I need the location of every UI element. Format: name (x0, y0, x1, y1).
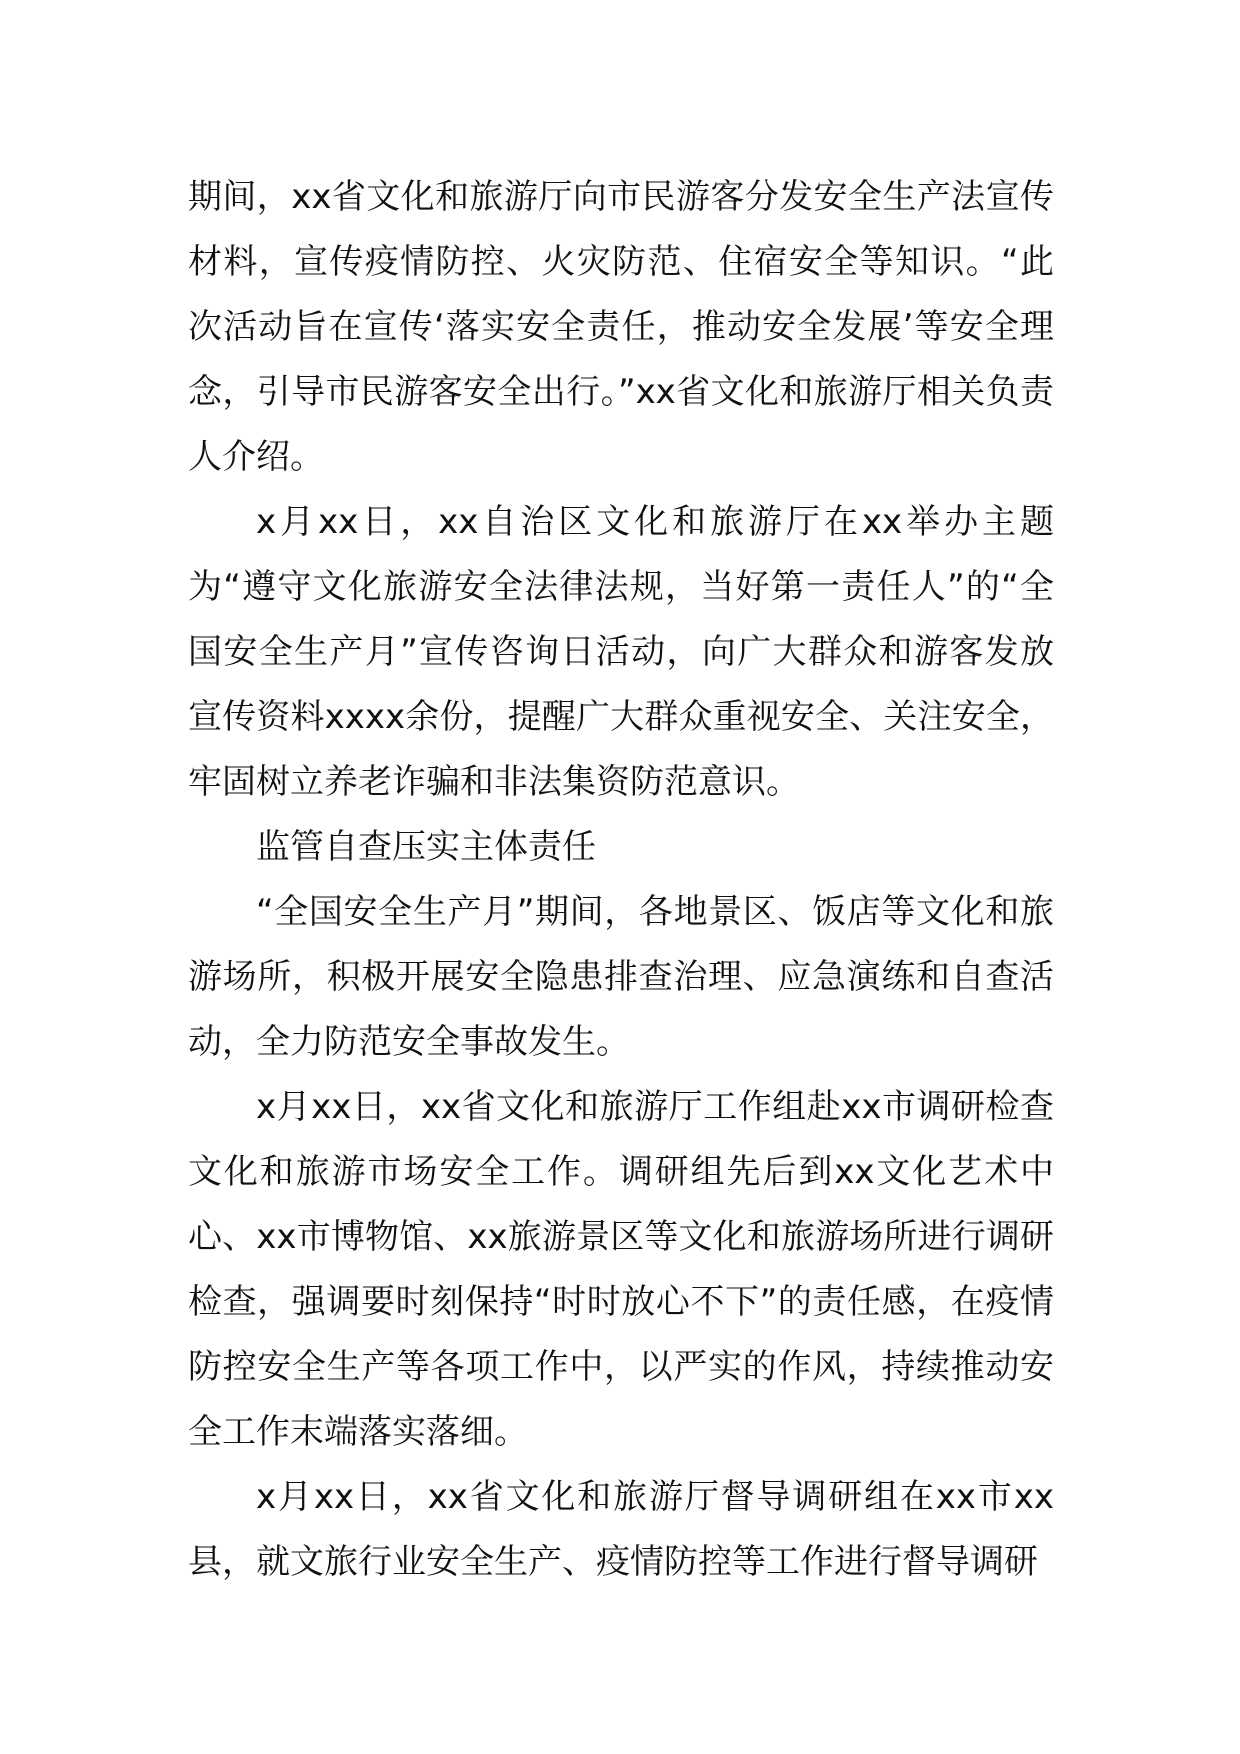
section-heading: 监管自查压实主体责任 (256, 827, 596, 867)
paragraph-2: x月xx日，xx自治区文化和旅游厅在xx举办主题为“遵守文化旅游安全法律法规，当好第一责任人”的“全国安全生产月”宣传咨询日活动，向广大群众和游客发放宣传资料xxxx余份，提醒广大群众重视安全、关注安全，牢固树立养老诈骗和非法集资防范意识。 (188, 502, 1054, 802)
paragraph-4: x月xx日，xx省文化和旅游厅工作组赴xx市调研检查文化和旅游市场安全工作。调研组先后到xx文化艺术中心、xx市博物馆、xx旅游景区等文化和旅游场所进行调研检查，强调要时刻保持“时时放心不下”的责任感，在疫情防控安全生产等各项工作中，以严实的作风，持续推动安全工作末端落实落细。 (188, 1087, 1054, 1452)
paragraph-5: x月xx日，xx省文化和旅游厅督导调研组在xx市xx县，就文旅行业安全生产、疫情防控等工作进行督导调研 (188, 1477, 1054, 1582)
paragraph-3: “全国安全生产月”期间，各地景区、饭店等文化和旅游场所，积极开展安全隐患排查治理、应急演练和自查活动，全力防范安全事故发生。 (188, 892, 1054, 1062)
document-body (188, 165, 1054, 1595)
paragraph-1: 期间，xx省文化和旅游厅向市民游客分发安全生产法宣传材料，宣传疫情防控、火灾防范、住宿安全等知识。“此次活动旨在宣传‘落实安全责任，推动安全发展’等安全理念，引导市民游客安全出行。”xx省文化和旅游厅相关负责人介绍。 (188, 177, 1054, 477)
